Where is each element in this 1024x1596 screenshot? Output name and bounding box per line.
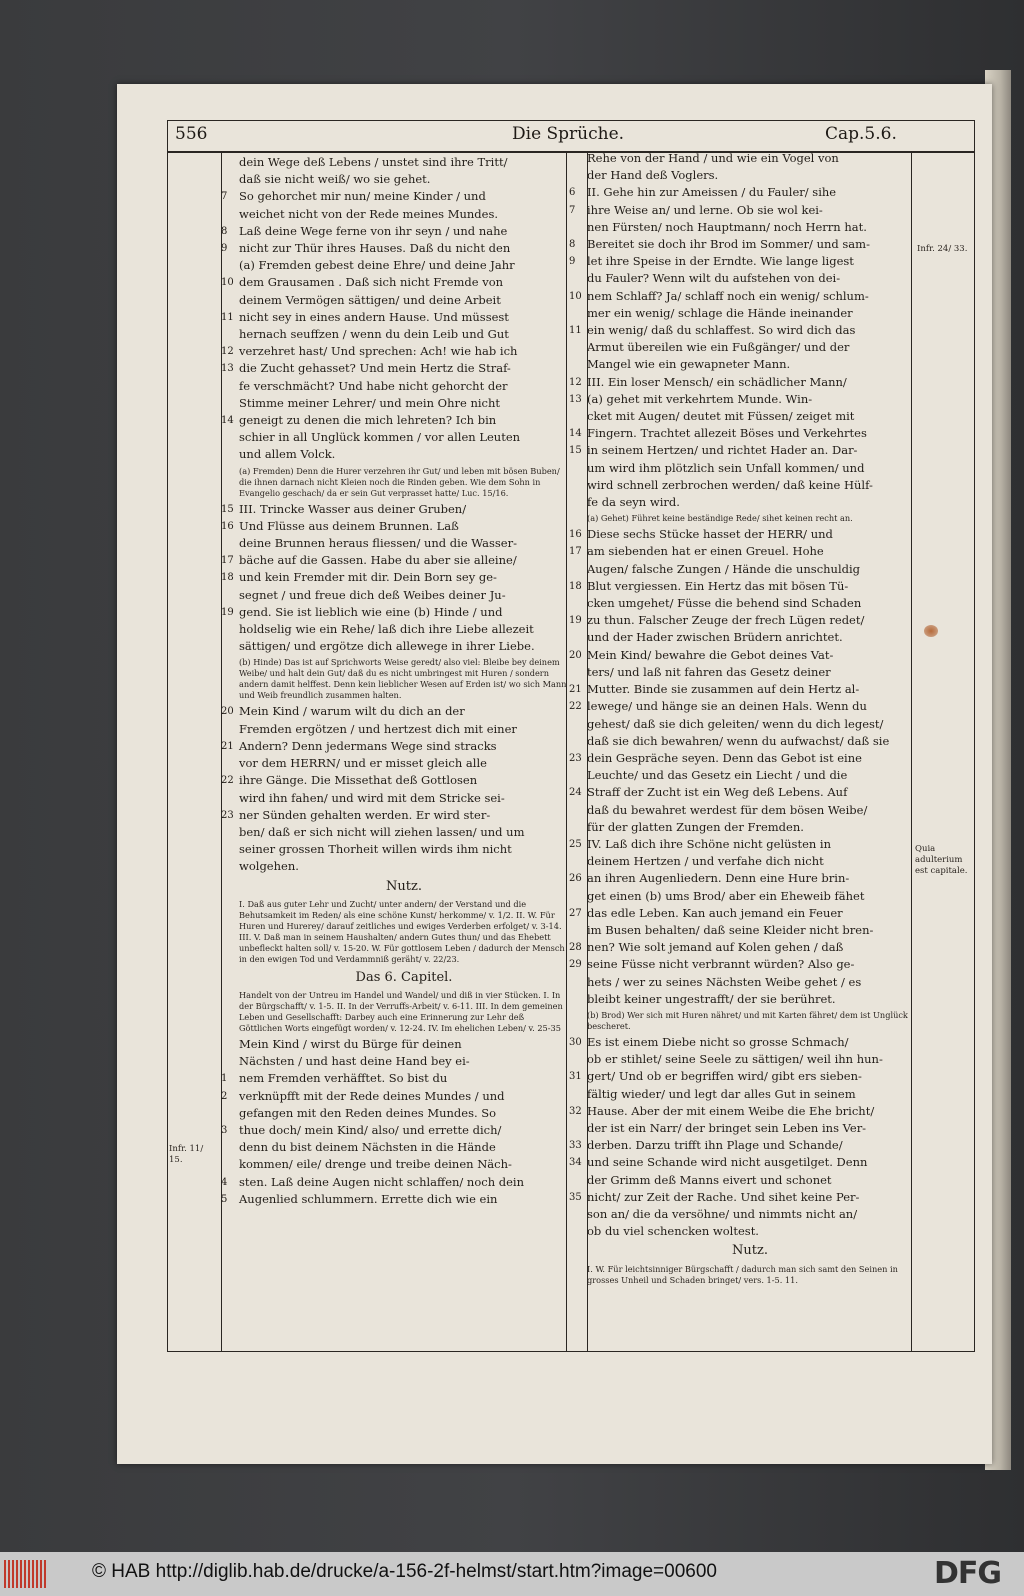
verse-line [587,150,913,167]
verse-number: 15 [221,503,234,515]
nutz-heading: Nutz. [386,878,422,894]
verse-text: Mein Kind/ bewahre die Gebot deines Vat- [587,647,834,662]
verse-number: 34 [569,1157,582,1169]
verse-text: Augenlied schlummern. Errette dich wie ein [239,1191,498,1206]
verse-text: IV. Laß dich ihre Schöne nicht gelüsten in [587,836,832,851]
verse-text: Bereitet sie doch ihr Brod im Sommer/ und sam- [587,237,870,252]
verse-text: sten. Laß deine Augen nicht schlaffen/ noch dein [239,1174,525,1189]
verse-text: wolgehen. [239,859,299,874]
verse-line [569,905,913,922]
verse-text: Blut vergiessen. Ein Hertz das mit bösen Tü- [587,578,849,593]
verse-number: 33 [569,1140,582,1152]
verse-text: der ist ein Narr/ der bringet sein Leben ins Ver- [587,1120,867,1135]
verse-text: nen Fürsten/ noch Hauptmann/ noch Herrn hat. [587,219,867,234]
verse-line [239,1156,569,1173]
verse-line [569,939,913,956]
verse-line [587,1086,913,1103]
margin-note-infr-24: Infr. 24/ 33. [917,244,968,254]
verse-number: 4 [221,1176,228,1188]
verse-line [587,219,913,236]
verse-number: 35 [569,1191,582,1203]
verse-text: mer ein wenig/ schlage die Hände ineinander [587,305,853,320]
verse-number: 8 [569,239,576,251]
verse-line [221,604,569,621]
verse-number: 7 [221,191,228,203]
verse-text: nem Fremden verhäfftet. So bist du [239,1071,448,1086]
verse-line [569,1137,913,1154]
verse-text: Es ist einem Diebe nicht so grosse Schmach/ [587,1034,849,1049]
verse-text: Und Flüsse aus deinem Brunnen. Laß [239,518,459,533]
verse-line [569,836,913,853]
verse-line [221,738,569,755]
verse-line [239,171,569,188]
verse-line [569,425,913,442]
verse-number: 5 [221,1193,228,1205]
verse-line [569,288,913,305]
verse-text: bleibt keiner ungestrafft/ der sie berühret. [587,991,836,1006]
verse-line [221,518,569,535]
verse-text: ters/ und laß nit fahren das Gesetz deiner [587,664,831,679]
verse-line [587,922,913,939]
verse-line [587,305,913,322]
verse-number: 18 [221,572,234,584]
verse-line [569,391,913,408]
verse-line [569,236,913,253]
verse-text: kommen/ eile/ drenge und treibe deinen Näch- [239,1157,512,1172]
verse-text: Laß deine Wege ferne von ihr seyn / und nahe [239,223,508,238]
verse-number: 8 [221,225,228,237]
verse-text: für der glatten Zungen der Fremden. [587,819,804,834]
verse-text: lewege/ und hänge sie an deinen Hals. Wenn du [587,699,867,714]
verse-number: 21 [569,684,582,696]
verse-text: III. Ein loser Mensch/ ein schädlicher Mann/ [587,374,847,389]
verse-text: der Grimm deß Manns eivert und schonet [587,1172,832,1187]
verse-text: II. Gehe hin zur Ameissen / du Fauler/ sihe [587,185,837,200]
verse-text: deine Brunnen heraus fliessen/ und die Wasser- [239,536,517,551]
verse-line [239,1036,569,1053]
verse-line [221,772,569,789]
verse-line [221,412,569,429]
verse-line [587,974,913,991]
verse-number: 32 [569,1105,582,1117]
source-link[interactable]: © HAB http://diglib.hab.de/drucke/a-156-2f-helmst/start.htm?image=00600 [92,1561,717,1582]
verse-number: 27 [569,907,582,919]
verse-number: 3 [221,1124,228,1136]
verse-text: Leuchte/ und das Gesetz ein Liecht / und die [587,768,848,783]
verse-line [239,721,569,738]
verse-line [587,1051,913,1068]
verse-line [587,802,913,819]
verse-text: Andern? Denn jedermans Wege sind stracks [239,738,497,753]
verse-text: So gehorchet mir nun/ meine Kinder / und [239,189,486,204]
verse-text: um wird ihm plötzlich sein Unfall kommen/ und [587,460,865,475]
verse-number: 30 [569,1036,582,1048]
verse-number: 21 [221,740,234,752]
gloss-note: (a) Fremden) Denn die Hurer verzehren ihr Gut/ und leben mit bösen Buben/ die ihnen darnach nicht Kleien noch die Rinden geben. Wie dem Sohn in Evangelio geschach/ da er sein Gut verprasset hatte/ Luc. 15/16. [239,465,560,498]
verse-text: III. Trincke Wasser aus deiner Gruben/ [239,501,467,516]
verse-line [587,1172,913,1189]
verse-text: fe verschmächt? Und habe nicht gehorcht der [239,378,508,393]
verse-text: segnet / und freue dich deß Weibes deiner Ju- [239,587,506,602]
verse-number: 20 [221,706,234,718]
verse-text: daß sie dich bewahren/ wenn du aufwachst/ daß sie [587,733,890,748]
verse-number: 1 [221,1073,228,1085]
verse-text: deinem Vermögen sättigen/ und deine Arbeit [239,292,501,307]
verse-line [587,1223,913,1240]
verse-number: 11 [221,311,234,323]
gloss-note: (b) Brod) Wer sich mit Huren nähret/ und mit Karten fähret/ dem ist Unglück bescheret. [587,1009,908,1031]
nutz-text: I. W. Für leichtsinniger Bürgschafft / dadurch man sich samt den Seinen in grosses Unheil und Schaden bringet/ vers. 1-5. 11. [587,1263,898,1285]
verse-text: get einen (b) ums Brod/ aber ein Eheweib fähet [587,888,865,903]
verse-text: fe da seyn wird. [587,495,680,510]
verse-line [587,494,913,511]
verse-text: dein Gespräche seyen. Denn das Gebot ist eine [587,750,862,765]
verse-line [587,460,913,477]
verse-line [239,1053,569,1070]
gloss-note: (a) Gehet) Führet keine beständige Rede/ sihet keinen recht an. [587,513,853,524]
verse-text: ihre Weise an/ und lerne. Ob sie wol kei- [587,202,823,217]
verse-text: du Fauler? Wenn wilt du aufstehen von dei- [587,271,841,286]
verse-text: Rehe von der Hand / und wie ein Vogel von [587,151,839,165]
verse-number: 23 [221,809,234,821]
verse-number: 31 [569,1071,582,1083]
verse-line [221,1070,569,1087]
verse-number: 17 [221,555,234,567]
verse-text: Mein Kind / warum wilt du dich an der [239,704,465,719]
verse-number: 25 [569,838,582,850]
verse-line [587,339,913,356]
verse-line [587,991,913,1008]
barcode-icon [4,1560,48,1588]
verse-line [569,322,913,339]
verse-text: ben/ daß er sich nicht will ziehen lassen/ und um [239,824,525,839]
verse-line [221,223,569,240]
verse-text: hets / wer zu seines Nächsten Weibe gehet / es [587,974,862,989]
chapter-summary: Handelt von der Untreu im Handel und Wandel/ und diß in vier Stücken. I. In der Bürgschafft/ v. 1-5. II. In der Verruffs-Arbeit/ v. 6-11. III. In dem gemeinen Leben und Gesellschafft: Darbey auch eine Erinnerung zur Lehr deß Göttlichen Worts eingefügt worden/ v. 12-24. IV. Im ehelichen Leben/ v. 25-35 [239,989,563,1033]
verse-text: denn du bist deinem Nächsten in die Hände [239,1140,496,1155]
verse-text: cken umgehet/ Füsse die behend sind Schaden [587,596,862,611]
verse-number: 26 [569,873,582,885]
verse-line [587,819,913,836]
verse-line [239,378,569,395]
verse-text: zu thun. Falscher Zeuge der frech Lügen redet/ [587,613,865,628]
verse-line [239,206,569,223]
verse-text: Augen/ falsche Zungen / Hände die unschuldig [587,561,861,576]
verse-line [569,374,913,391]
verse-text: Mutter. Binde sie zusammen auf dein Hertz al- [587,682,860,697]
verse-text: ob er stihlet/ seine Seele zu sättigen/ weil ihn hun- [587,1052,883,1067]
verse-text: Straff der Zucht ist ein Weg deß Lebens. Auf [587,785,848,800]
verse-line [569,1034,913,1051]
verse-line [221,240,569,257]
verse-line [569,526,913,543]
verse-line [239,587,569,604]
verse-line [587,664,913,681]
verse-text: let ihre Speise in der Erndte. Wie lange ligest [587,254,854,269]
verse-number: 29 [569,959,582,971]
verse-text: gert/ Und ob er begriffen wird/ gibt ers sieben- [587,1069,862,1084]
verse-line [239,326,569,343]
verse-text: am siebenden hat er einen Greuel. Hohe [587,544,824,559]
verse-line [239,446,569,463]
verse-text: (a) gehet mit verkehrtem Munde. Win- [587,391,813,406]
verse-text: son an/ die da versöhne/ und nimmts nicht an/ [587,1206,858,1221]
verse-line [239,1139,569,1156]
verse-line [221,569,569,586]
verse-line [587,888,913,905]
verse-line [239,154,569,171]
verse-text: und der Hader zwischen Brüdern anrichtet. [587,630,843,645]
gloss-note: (b) Hinde) Das ist auf Sprichworts Weise geredt/ also viel: Bleibe bey deinem Weibe/ und halt dein Gut/ daß du es nicht umbringest mit Huren / sondern andern damit helffest. Denn kein lieblicher Wesen auf Erden ist/ wo sich Mann und Weib freundlich zusammen halten. [239,657,567,701]
verse-line [587,1206,913,1223]
verse-text: sättigen/ und ergötze dich allewege in ihrer Liebe. [239,639,535,654]
verse-text: gend. Sie ist lieblich wie eine (b) Hinde / und [239,604,503,619]
verse-line [569,1154,913,1171]
verse-line [587,270,913,287]
verse-number: 6 [569,187,576,199]
verse-line [569,442,913,459]
book-page [117,84,992,1464]
verse-text: daß du bewahret werdest für dem bösen Weibe/ [587,802,868,817]
verse-line [221,343,569,360]
verse-text: die Zucht gehasset? Und mein Hertz die Straf- [239,361,511,376]
verse-text: nicht zur Thür ihres Hauses. Daß du nicht den [239,241,511,256]
verse-text: Fingern. Trachtet allezeit Böses und Verkehrtes [587,426,867,441]
verse-number: 15 [569,445,582,457]
verse-line [239,824,569,841]
running-title: Die Sprüche. [512,124,625,144]
verse-line [587,716,913,733]
verse-number: 28 [569,942,582,954]
verse-line [569,578,913,595]
verse-number: 23 [569,752,582,764]
verse-number: 14 [569,428,582,440]
verse-line [221,1122,569,1139]
nutz-text: I. Daß aus guter Lehr und Zucht/ unter andern/ der Verstand und die Behutsamkeit im Reden/ als eine schöne Kunst/ herkomme/ v. 1/2. II. W. Für Huren und Hurerey/ darauf zeitliches und ewiges Verderben erfolget/ v. 3-14. III. V. Daß man in seinem Haushalten/ andern Gutes thun/ und das Ehebett unbefleckt halten soll/ v. 15-20. W. Für gottlosem Leben / dadurch der Mensch in den ewigen Tod und Verdammniß geräht/ v. 22/23. [239,898,565,964]
verse-number: 13 [221,363,234,375]
nutz-heading: Nutz. [732,1243,768,1259]
verse-line [221,807,569,824]
verse-number: 17 [569,546,582,558]
verse-line [239,535,569,552]
verse-text: ob du viel schencken woltest. [587,1224,759,1239]
verse-line [569,956,913,973]
verse-line [569,543,913,560]
page-number: 556 [175,124,208,144]
verse-text: dem Grausamen . Daß sich nicht Fremde von [239,275,504,290]
verse-number: 9 [569,256,576,268]
chapter-heading: Das 6. Capitel. [355,969,453,985]
verse-text: thue doch/ mein Kind/ also/ und errette dich/ [239,1122,502,1137]
verse-text: und allem Volck. [239,447,336,462]
verse-number: 12 [221,346,234,358]
verse-line [569,1068,913,1085]
verse-text: Mein Kind / wirst du Bürge für deinen [239,1036,462,1051]
verse-line [239,638,569,655]
verse-text: verzehret hast/ Und sprechen: Ach! wie hab ich [239,344,518,359]
verse-line [239,841,569,858]
verse-number: 24 [569,787,582,799]
verse-line [221,274,569,291]
verse-number: 18 [569,580,582,592]
verse-text: daß sie nicht weiß/ wo sie gehet. [239,172,431,187]
verse-number: 14 [221,415,234,427]
verse-line [569,253,913,270]
verse-line [569,1189,913,1206]
verse-text: Nächsten / und hast deine Hand bey ei- [239,1054,470,1069]
verse-line [221,703,569,720]
verse-number: 11 [569,325,582,337]
verse-text: derben. Darzu trifft ihn Plage und Schande/ [587,1138,843,1153]
verse-line [239,292,569,309]
verse-line [569,750,913,767]
verse-text: holdselig wie ein Rehe/ laß dich ihre Liebe allezeit [239,622,534,637]
verse-text: ein wenig/ daß du schlaffest. So wird dich das [587,323,856,338]
verse-text: Armut übereilen wie ein Fußgänger/ und der [587,340,850,355]
verse-text: bäche auf die Gassen. Habe du aber sie alleine/ [239,553,517,568]
verse-line [221,1174,569,1191]
verse-text: im Busen behalten/ daß seine Kleider nicht bren- [587,922,874,937]
verse-text: wird ihn fahen/ und wird mit dem Stricke sei- [239,790,505,805]
verse-text: Hause. Aber der mit einem Weibe die Ehe bricht/ [587,1103,875,1118]
verse-text: cket mit Augen/ deutet mit Füssen/ zeiget mit [587,409,855,424]
verse-number: 19 [569,615,582,627]
verse-line [587,167,913,184]
verse-text: weichet nicht von der Rede meines Mundes. [239,206,499,221]
verse-text: und seine Schande wird nicht ausgetilget. Denn [587,1155,868,1170]
verse-text: nen? Wie solt jemand auf Kolen gehen / daß [587,940,844,955]
verse-number: 19 [221,606,234,618]
verse-line [239,429,569,446]
verse-line [587,595,913,612]
verse-line [239,858,569,875]
verse-line [239,755,569,772]
verse-line [587,356,913,373]
verse-text: gehest/ daß sie dich geleiten/ wenn du dich legest/ [587,716,884,731]
verse-text: hernach seuffzen / wenn du dein Leib und Gut [239,327,509,342]
verse-text: gefangen mit den Reden deines Mundes. So [239,1105,497,1120]
verse-line [587,733,913,750]
verse-number: 10 [569,290,582,302]
verse-text: und kein Fremder mit dir. Dein Born sey ge- [239,570,497,585]
verse-text: wird schnell zerbrochen werden/ daß keine Hülf- [587,477,873,492]
verse-number: 10 [221,277,234,289]
verse-line [221,552,569,569]
verse-line [569,698,913,715]
verse-line [587,629,913,646]
verse-text: verknüpfft mit der Rede deines Mundes / und [239,1088,505,1103]
verse-line [239,257,569,274]
verse-text: nicht sey in eines andern Hause. Und müssest [239,309,509,324]
verse-line [587,477,913,494]
verse-text: der Hand deß Voglers. [587,168,719,183]
verse-line [587,1120,913,1137]
verse-line [221,1088,569,1105]
verse-number: 12 [569,376,582,388]
verse-line [587,853,913,870]
left-text-column [221,154,569,1208]
margin-note-infr-11: Infr. 11/ 15. [169,1144,204,1165]
verse-line [239,790,569,807]
chapter-label: Cap.5.6. [825,124,897,144]
verse-line [221,501,569,518]
verse-text: schier in all Unglück kommen / vor allen Leuten [239,430,521,445]
verse-line [239,395,569,412]
verse-line [221,360,569,377]
verse-text: deinem Hertzen / und verfahe dich nicht [587,854,824,869]
verse-text: vor dem HERRN/ und er misset gleich alle [239,756,487,771]
verse-text: seiner grossen Thorheit willen wirds ihm nicht [239,842,512,857]
verse-line [221,309,569,326]
verse-text: Diese sechs Stücke hasset der HERR/ und [587,527,833,542]
verse-text: Fremden ergötzen / und hertzest dich mit einer [239,721,517,736]
verse-number: 2 [221,1090,228,1102]
verse-line [221,1191,569,1208]
verse-line [569,784,913,801]
verse-line [569,647,913,664]
verse-number: 9 [221,243,228,255]
verse-text: Stimme meiner Lehrer/ und mein Ohre nicht [239,395,501,410]
verse-text: Mangel wie ein gewapneter Mann. [587,357,791,372]
verse-text: ihre Gänge. Die Missethat deß Gottlosen [239,773,478,788]
verse-number: 22 [221,775,234,787]
verse-number: 16 [569,529,582,541]
margin-note-latin: Quia adulterium est capitale. [915,844,968,876]
verse-text: ner Sünden gehalten werden. Er wird ster- [239,807,491,822]
verse-text: an ihren Augenliedern. Denn eine Hure brin- [587,871,850,886]
verse-line [569,1103,913,1120]
verse-line [587,767,913,784]
verse-line [587,561,913,578]
verse-text: dein Wege deß Lebens / unstet sind ihre Tritt/ [239,155,508,169]
verse-text: geneigt zu denen die mich lehreten? Ich bin [239,413,497,428]
verse-line [569,184,913,201]
verse-text: (a) Fremden gebest deine Ehre/ und deine Jahr [239,258,515,273]
verse-line [569,612,913,629]
verse-text: das edle Leben. Kan auch jemand ein Feuer [587,905,843,920]
dfg-logo: DFG [934,1556,1002,1591]
verse-number: 7 [569,204,576,216]
verse-text: in seinem Hertzen/ und richtet Hader an. Dar- [587,443,858,458]
verse-line [569,681,913,698]
footer-bar [0,1552,1024,1596]
verse-number: 16 [221,520,234,532]
verse-line [569,870,913,887]
verse-number: 13 [569,393,582,405]
verse-text: nem Schlaff? Ja/ schlaff noch ein wenig/ schlum- [587,288,869,303]
paper-stain [924,625,938,637]
verse-text: seine Füsse nicht verbrannt würden? Also ge- [587,957,855,972]
verse-line [239,621,569,638]
verse-number: 20 [569,649,582,661]
verse-line [587,408,913,425]
verse-line [239,1105,569,1122]
right-text-column [569,150,913,1288]
verse-text: fältig wieder/ und legt dar alles Gut in seinem [587,1086,856,1101]
verse-line [569,202,913,219]
verse-number: 22 [569,701,582,713]
verse-text: nicht/ zur Zeit der Rache. Und sihet keine Per- [587,1189,860,1204]
verse-line [221,188,569,205]
